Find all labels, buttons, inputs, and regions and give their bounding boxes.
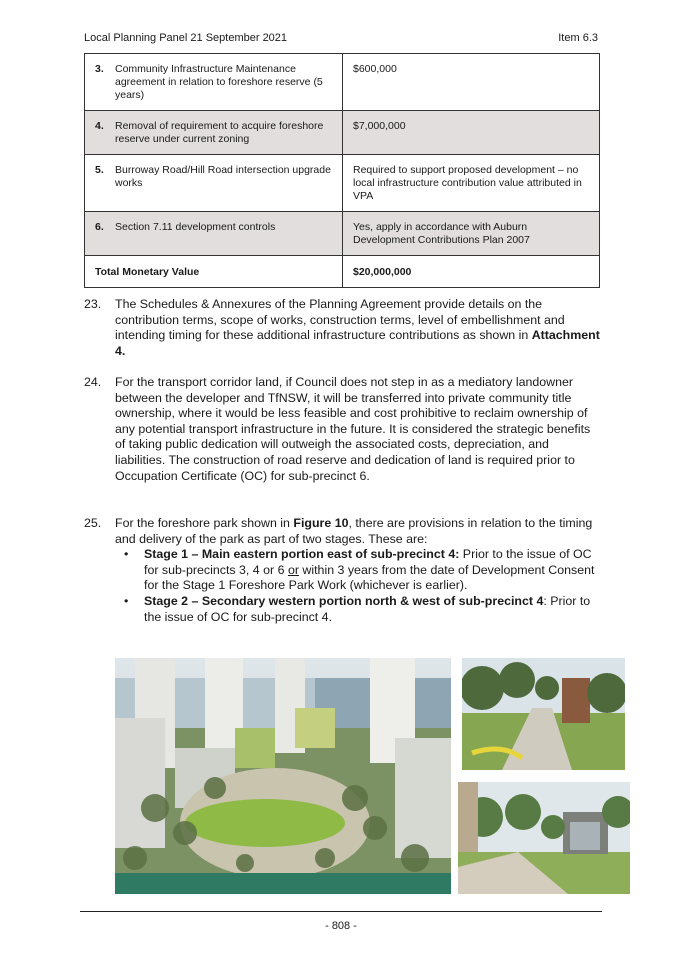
paragraph-text: For the transport corridor land, if Council does not step in as a mediatory landowner between the developer and TfNSW, it will be transferred into private community title ownership, where it would be less feasible and cost prohibitive to reclaim ownership of any potential transport infrastructure in the future. It is considered the strategic benefits of taking public dedication will outweigh the associated costs, depreciation, and liabilities. The construction of road reserve and dedication of land is required prior to Occupation Certificate (OC) for sub-precinct 6. — [115, 375, 591, 483]
table-row — [85, 111, 600, 155]
stage-list — [115, 547, 600, 625]
stage-text-a: Prior to the issue of OC for sub-precincts 3, 4 or 6 — [144, 547, 592, 577]
item-cell — [85, 155, 343, 212]
value-cell: Required to support proposed development – no local infrastructure contribution value attributed in VPA — [343, 155, 600, 212]
total-value: $20,000,000 — [343, 256, 600, 288]
figure-reference: Figure 10 — [293, 516, 349, 530]
item-cell — [85, 111, 343, 155]
paragraph-24 — [84, 375, 600, 484]
bullet-icon: • — [124, 593, 129, 608]
item-number: 6. — [95, 221, 104, 233]
paragraph-23 — [84, 297, 600, 359]
stage-1-item — [115, 547, 600, 594]
value-cell: Yes, apply in accordance with Auburn Development Contributions Plan 2007 — [343, 212, 600, 256]
page-number: - 808 - — [325, 920, 357, 932]
bullet-icon: • — [124, 547, 129, 562]
page-header — [84, 32, 598, 48]
park-pathway-render — [462, 658, 625, 770]
paragraph-text-body: The Schedules & Annexures of the Planning Agreement provide details on the contribution terms, scope of works, construction terms, level of embellishment and intending timing for these additional infrastructure contributions as shown in — [115, 297, 565, 343]
paragraph-number: 24. — [84, 375, 102, 389]
stage-text-a: : Prior to the issue of OC for sub-precinct 4. — [144, 593, 591, 624]
stage-underlined-word: or — [287, 562, 299, 577]
paragraph-text-b: , there are provisions in relation to the timing and delivery of the park as part of two stages. These are: — [115, 516, 593, 546]
total-row — [85, 256, 600, 288]
header-meeting-title: Local Planning Panel 21 September 2021 — [84, 32, 288, 44]
park-pavilion-render — [458, 782, 630, 894]
paragraph-number: 25. — [84, 516, 102, 530]
item-cell — [85, 54, 343, 111]
item-description: Burroway Road/Hill Road intersection upgrade works — [115, 164, 331, 189]
stage-2-item — [115, 594, 600, 625]
paragraph-text-a: For the foreshore park shown in — [115, 516, 294, 530]
item-number: 4. — [95, 120, 104, 132]
paragraph-25 — [84, 516, 600, 625]
item-cell — [85, 212, 343, 256]
footer-rule — [80, 911, 602, 912]
table-row — [85, 212, 600, 256]
value-cell: $7,000,000 — [343, 111, 600, 155]
paragraph-text — [115, 516, 600, 547]
contributions-table — [84, 53, 600, 288]
aerial-render-illustration — [115, 658, 451, 894]
table-row — [85, 54, 600, 111]
item-description: Section 7.11 development controls — [115, 221, 276, 233]
attachment-reference: Attachment 4. — [115, 328, 600, 358]
item-number: 5. — [95, 164, 104, 176]
paragraph-text — [115, 297, 600, 359]
pathway-render-illustration — [462, 658, 625, 770]
total-label: Total Monetary Value — [85, 256, 343, 288]
header-item-number: Item 6.3 — [558, 32, 598, 44]
stage-text-b: within 3 years from the date of Development Consent for the Stage 1 Foreshore Park Work (whichever is earlier). — [144, 562, 595, 593]
table-row — [85, 155, 600, 212]
value-cell: $600,000 — [343, 54, 600, 111]
stage-heading: Stage 2 – Secondary western portion north & west of sub-precinct 4 — [144, 593, 544, 608]
stage-heading: Stage 1 – Main eastern portion east of sub-precinct 4: — [144, 547, 460, 562]
item-description: Removal of requirement to acquire foreshore reserve under current zoning — [115, 120, 324, 145]
item-description: Community Infrastructure Maintenance agreement in relation to foreshore reserve (5 years) — [115, 63, 323, 101]
foreshore-park-aerial-render — [115, 658, 451, 894]
pavilion-render-illustration — [458, 782, 630, 894]
paragraph-number: 23. — [84, 297, 102, 311]
item-number: 3. — [95, 63, 104, 75]
